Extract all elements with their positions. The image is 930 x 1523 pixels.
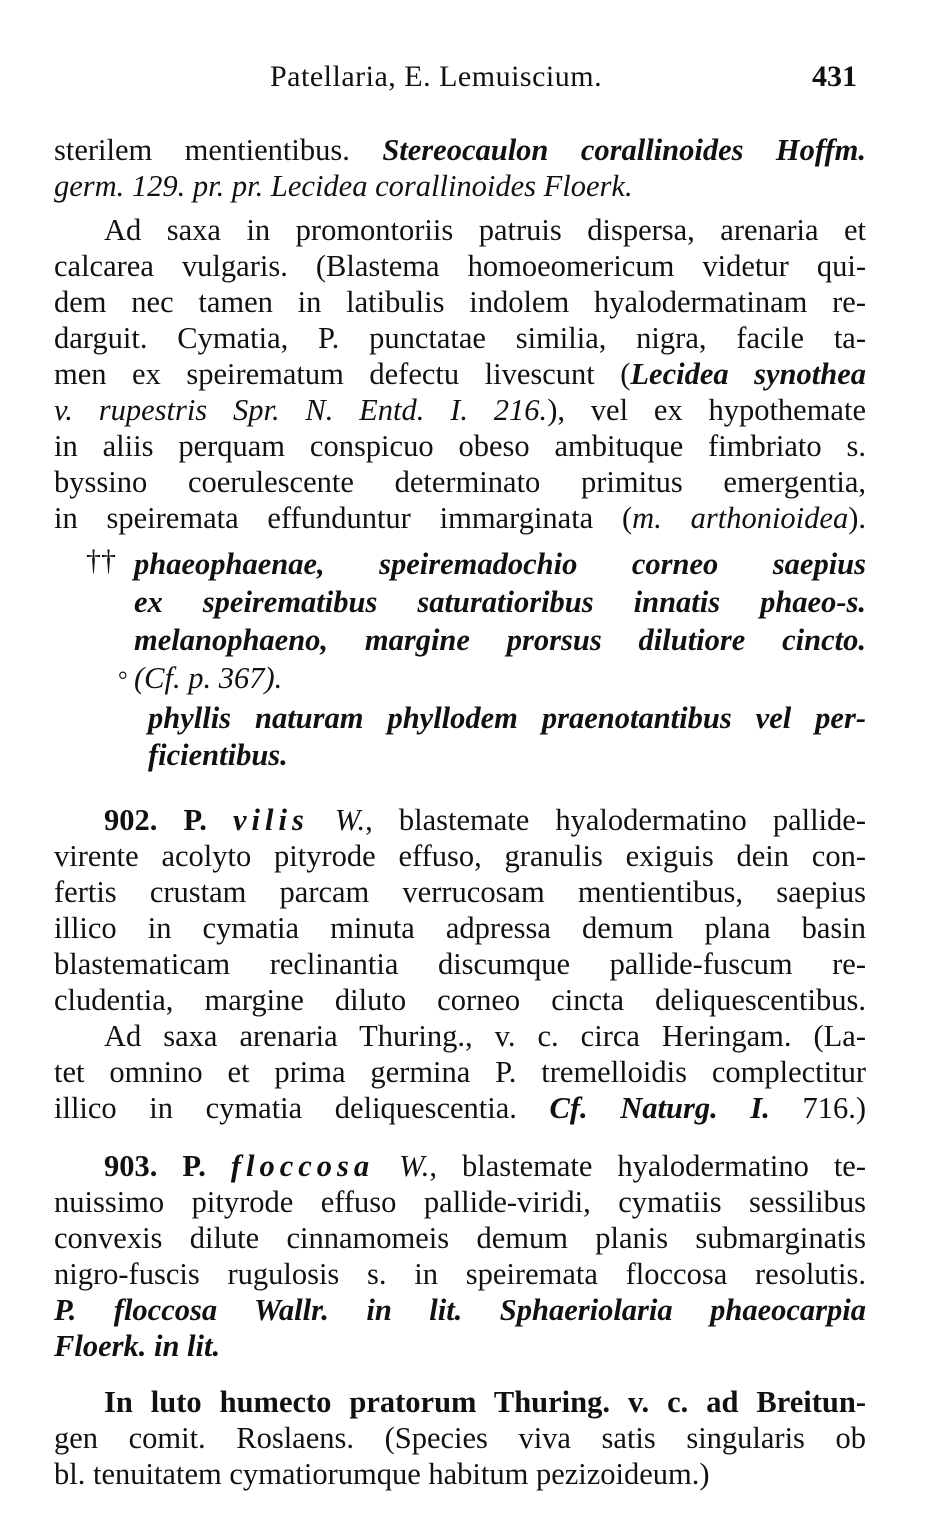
text-line: dem nec tamen in latibulis indolem hyalodermatinam re- [54,285,866,319]
text-line: blastematicam reclinantia discumque pallide-fuscum re- [54,947,866,981]
italic-run: Cf. Naturg. I. [549,1091,770,1125]
text-run: sterilem mentientibus. [54,133,383,167]
italic-run: germ. 129. pr. pr. Lecidea corallinoides Floerk. [54,169,633,203]
text-line: virente acolyto pityrode effuso, granulis exiguis dein con- [54,839,866,873]
text-run: , blastemate hyalodermatino te- [429,1149,866,1183]
text-run: in speiremata effunduntur immarginata ( [54,501,633,535]
text-line [54,356,866,392]
text-line [54,1090,866,1126]
author-abbrev: W. [399,1149,430,1183]
subsection-line: phyllis naturam phyllodem praenotantibus vel per- [148,701,866,735]
synonym-line: P. floccosa Wallr. in lit. Sphaeriolaria phaeocarpia [54,1293,866,1327]
text-line: Ad saxa arenaria Thuring., v. c. circa Heringam. (La- [104,1019,866,1053]
text-line: illico in cymatia minuta adpressa demum plana basin [54,911,866,945]
text-line: nuissimo pityrode effuso pallide-viridi, cymatiis sessilibus [54,1185,866,1219]
text-line: calcarea vulgaris. (Blastema homoeomericum videtur qui- [54,249,866,283]
entry-number: 903. P. [104,1149,206,1183]
text-line: in aliis perquam conspicuo obeso ambituque fimbriato s. [54,429,866,463]
text-line [54,132,866,168]
degree-marker: ° [118,668,128,694]
text-line: Ad saxa in promontoriis patruis dispersa, arenaria et [104,213,866,247]
text-run: ), vel ex hypothemate [547,393,866,427]
italic-run: Lecidea synothea [630,357,866,391]
text-line: byssino coerulescente determinato primitus emergentia, [54,465,866,499]
text-line: fertis crustam parcam verrucosam mentientibus, saepius [54,875,866,909]
italic-run: v. rupestris Spr. N. Entd. I. 216. [54,393,548,427]
subsection-line: phaeophaenae, speiremadochio corneo saepius [134,547,866,581]
subsection-line: (Cf. p. 367). [134,661,283,695]
text-line: nigro-fuscis rugulosis s. in speiremata floccosa resolutis. [54,1257,866,1291]
entry-number: 902. P. [104,803,207,837]
author-abbrev: W. [334,803,366,837]
text-line: In luto humecto pratorum Thuring. v. c. ad Breitun- [104,1385,866,1419]
text-line: bl. tenuitatem cymatiorumque habitum pezizoideum.) [54,1457,710,1491]
subsection-line: melanophaeno, margine prorsus dilutiore cincto. [134,623,866,657]
species-name: vilis [233,803,309,837]
text-run: illico in cymatia deliquescentia. [54,1091,550,1125]
italic-run: Stereocaulon corallinoides Hoffm. [382,133,867,167]
text-line [54,500,866,536]
page-number: 431 [812,60,857,93]
running-title: Patellaria, E. Lemuiscium. [270,60,603,93]
entry-903-heading [104,1148,866,1184]
running-header [0,60,930,100]
entry-902-heading [104,802,866,838]
subsection-line: ex speirematibus saturatioribus innatis phaeo-s. [134,585,866,619]
text-run: 716.) [769,1091,866,1125]
text-run: , blastemate hyalodermatino pallide- [365,803,866,837]
text-line [54,168,866,204]
synonym-line: Floerk. in lit. [54,1329,221,1363]
italic-run: m. arthonioidea [632,501,849,535]
text-line: tet omnino et prima germina P. tremelloidis complectitur [54,1055,866,1089]
text-run: men ex speirematum defectu livescunt ( [54,357,631,391]
double-dagger-marker: †† [86,544,116,577]
text-line: convexis dilute cinnamomeis demum planis submarginatis [54,1221,866,1255]
text-run: ). [848,501,866,535]
text-line: darguit. Cymatia, P. punctatae similia, nigra, facile ta- [54,321,866,355]
text-line: gen comit. Roslaens. (Species viva satis singularis ob [54,1421,866,1455]
text-line [54,392,866,428]
subsection-line: ficientibus. [148,738,288,772]
text-line: cludentia, margine diluto corneo cincta deliquescentibus. [54,983,866,1017]
species-name: floccosa [230,1149,375,1183]
